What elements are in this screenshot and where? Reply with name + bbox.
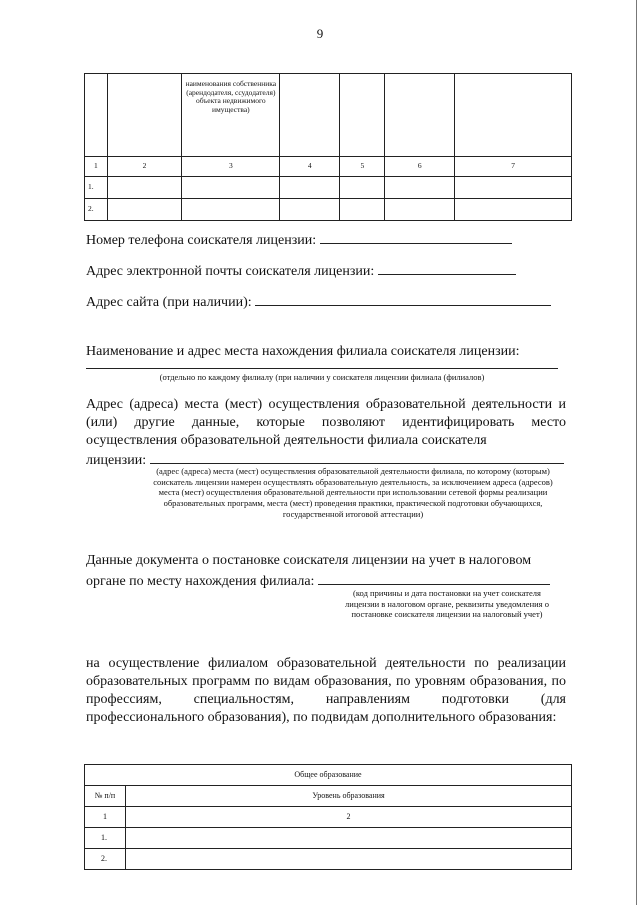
col-number: 1 <box>85 807 126 828</box>
tax-field[interactable] <box>318 572 550 585</box>
phone-line <box>86 231 512 249</box>
activity-paragraph: на осуществление филиалом образовательной деятельности по реализации образовательных программ по видам образования, по уровням образования, по профессиям, специальностям, направлениям подготовки (для профессионального образования), по подвидам дополнительного образования: <box>86 656 566 725</box>
branch-label: Наименование и адрес места нахождения филиала соискателя лицензии: <box>86 344 520 359</box>
site-line <box>86 293 551 311</box>
num-header: № п/п <box>85 786 126 807</box>
tax-label: органе по месту нахождения филиала: <box>86 574 315 589</box>
table-header-row <box>85 74 572 157</box>
row-number: 2. <box>85 199 108 221</box>
col-number: 5 <box>340 157 385 177</box>
address-field[interactable] <box>150 451 564 464</box>
address-label: лицензии: <box>86 453 147 468</box>
site-field[interactable] <box>255 293 551 306</box>
email-label: Адрес электронной почты соискателя лицензии: <box>86 264 375 279</box>
table-row <box>85 849 572 870</box>
col-number: 3 <box>182 157 280 177</box>
col-number: 6 <box>385 157 455 177</box>
column-number-row <box>85 807 572 828</box>
premises-table <box>84 73 572 221</box>
site-label: Адрес сайта (при наличии): <box>86 295 252 310</box>
email-field[interactable] <box>378 262 516 275</box>
col-number: 4 <box>280 157 340 177</box>
row-number: 1. <box>85 828 126 849</box>
column-number-row <box>85 157 572 177</box>
table-title: Общее образование <box>85 765 572 786</box>
table-title-row <box>85 765 572 786</box>
page-edge <box>636 0 637 905</box>
phone-field[interactable] <box>320 231 512 244</box>
table-row <box>85 199 572 221</box>
education-table <box>84 764 572 870</box>
col-number: 7 <box>455 157 572 177</box>
table-row <box>85 177 572 199</box>
branch-note: (отдельно по каждому филиалу (при наличии у соискателя лицензии филиала (филиалов) <box>159 372 485 382</box>
table-row <box>85 828 572 849</box>
owner-header-cell: наименования собственника (арендодателя, ссудодателя) объекта недвижимого имущества) <box>182 74 280 157</box>
branch-field[interactable] <box>86 368 558 369</box>
col-number: 2 <box>126 807 572 828</box>
email-line <box>86 262 516 280</box>
row-number: 1. <box>85 177 108 199</box>
tax-line-1: Данные документа о постановке соискателя лицензии на учет в налоговом <box>86 553 532 568</box>
table-header-row <box>85 786 572 807</box>
phone-label: Номер телефона соискателя лицензии: <box>86 233 317 248</box>
tax-note: (код причины и дата постановки на учет соискателя лицензии в налоговом органе, реквизиты уведомления о постановке соискателя лицензии на налоговый учет) <box>345 588 549 620</box>
col-number: 1 <box>85 157 108 177</box>
row-number: 2. <box>85 849 126 870</box>
page-number: 9 <box>316 26 324 41</box>
address-paragraph: Адрес (адреса) места (мест) осуществления образовательной деятельности и (или) другие данные, которые позволяют идентифицировать место осуществления образовательной деятельности филиала соискателя <box>86 397 566 448</box>
address-note: (адрес (адреса) места (мест) осуществления образовательной деятельности филиала, по которому (которым) соискатель лицензии намерен осуществлять образовательную деятельность, за исключением адреса (адресов) места (мест) осуществления образовательной деятельности при использовании сетевой формы реализации образовательных программ, места (мест) проведения практики, практической подготовки обучающихся, государственной итоговой аттестации) <box>153 466 553 519</box>
col-number: 2 <box>107 157 182 177</box>
level-header: Уровень образования <box>126 786 572 807</box>
